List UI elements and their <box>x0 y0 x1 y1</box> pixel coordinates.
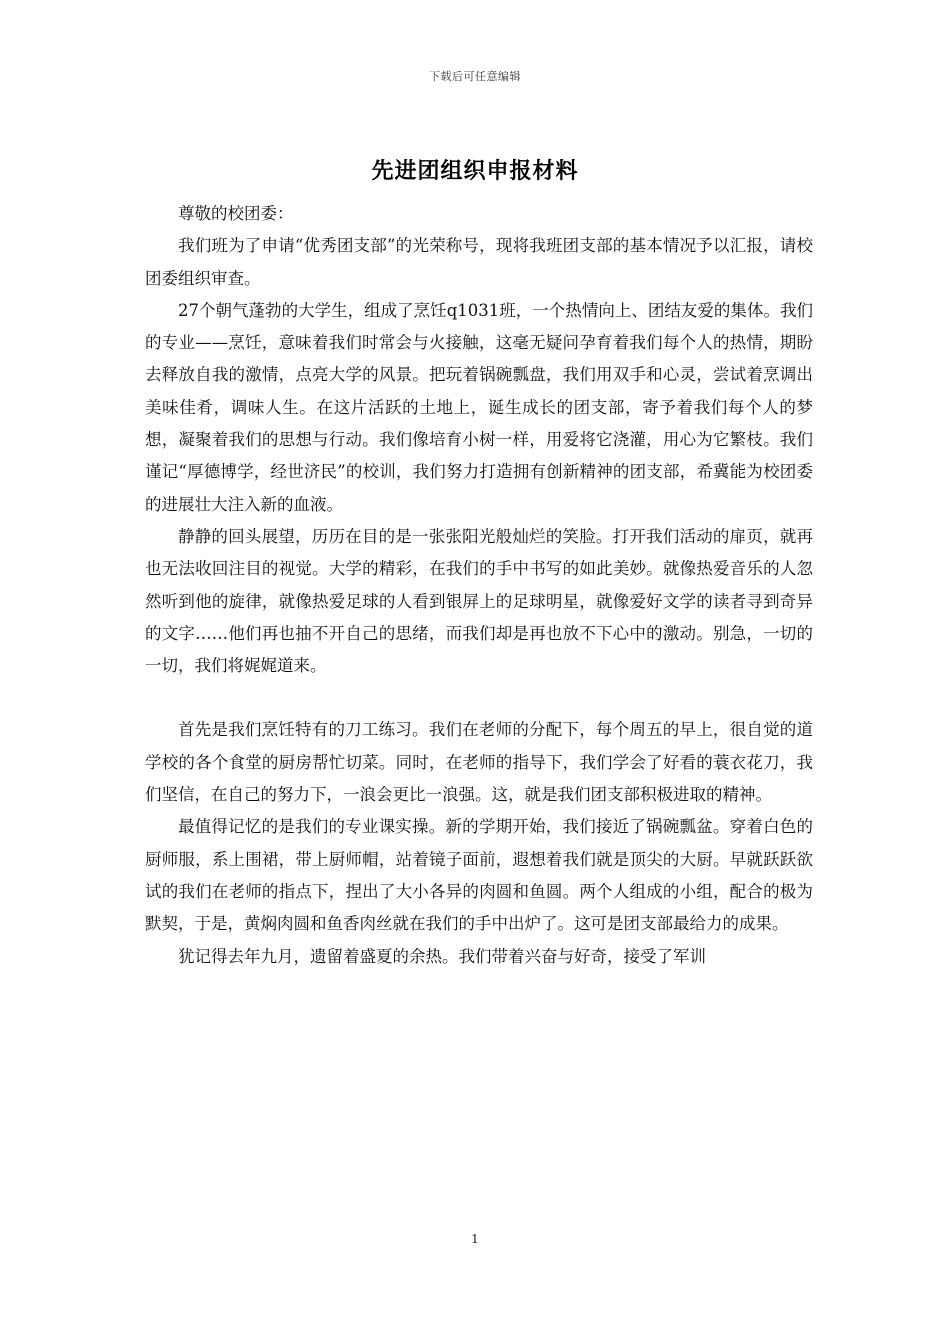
paragraph: 静静的回头展望，历历在目的是一张张阳光般灿烂的笑脸。打开我们活动的扉页，就再也无法收回注目的视觉。大学的精彩，在我们的手中书写的如此美妙。就像热爱音乐的人忽然听到他的旋律，就像热爱足球的人看到银屏上的足球明星，就像爱好文学的读者寻到奇异的文字……他们再也抽不开自己的思绪，而我们却是再也放不下心中的激动。别急，一切的一切，我们将娓娓道来。 <box>145 526 813 676</box>
paragraph: 犹记得去年九月，遗留着盛夏的余热。我们带着兴奋与好奇，接受了军训 <box>178 946 706 966</box>
page-number: 1 <box>471 1232 479 1246</box>
salutation: 尊敬的校团委： <box>178 204 294 223</box>
document-title: 先进团组织申报材料 <box>371 159 579 184</box>
paragraph: 首先是我们烹饪特有的刀工练习。我们在老师的分配下，每个周五的早上，很自觉的道学校的各个食堂的厨房帮忙切菜。同时，在老师的指导下，我们学会了好看的蓑衣花刀，我们坚信，在自己的努力下，一浪会更比一浪强。这，就是我们团支部积极进取的精神。 <box>145 720 813 805</box>
paragraph: 27个朝气蓬勃的大学生，组成了烹饪q1031班，一个热情向上、团结友爱的集体。我们的专业——烹饪，意味着我们时常会与火接触，这毫无疑问孕育着我们每个人的热情，期盼去释放自我的激情，点亮大学的风景。把玩着锅碗瓢盘，我们用双手和心灵，尝试着烹调出美味佳肴，调味人生。在这片活跃的土地上，诞生成长的团支部，寄予着我们每个人的梦想，凝聚着我们的思想与行动。我们像培育小树一样，用爱将它浇灌，用心为它繁枝。我们谨记“厚德博学，经世济民”的校训，我们努力打造拥有创新精神的团支部，希冀能为校团委的进展壮大注入新的血液。 <box>145 300 813 514</box>
document-body <box>145 198 813 973</box>
paragraph: 我们班为了申请“优秀团支部”的光荣称号，现将我班团支部的基本情况予以汇报，请校团委组织审查。 <box>145 236 813 288</box>
paragraph: 最值得记忆的是我们的专业课实操。新的学期开始，我们接近了锅碗瓢盆。穿着白色的厨师服，系上围裙，带上厨师帽，站着镜子面前，遐想着我们就是顶尖的大厨。早就跃跃欲试的我们在老师的指点下，捏出了大小各异的肉圆和鱼圆。两个人组成的小组，配合的极为默契，于是，黄焖肉圆和鱼香肉丝就在我们的手中出炉了。这可是团支部最给力的成果。 <box>145 817 813 934</box>
header-note: 下载后可任意编辑 <box>429 70 521 83</box>
